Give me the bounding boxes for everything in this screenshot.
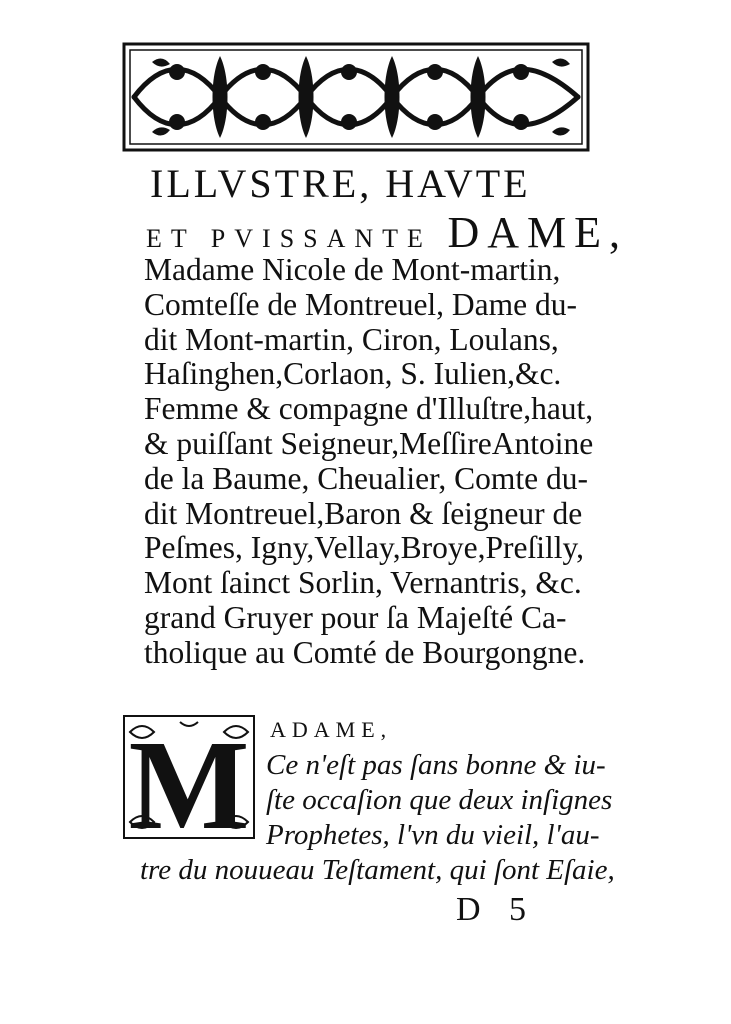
body-line: & puiſſant Seigneur,MeſſireAntoine: [144, 425, 594, 461]
decorated-initial-m-icon: [120, 712, 258, 842]
body-line: grand Gruyer pour ſa Majeſté Ca-: [144, 599, 567, 635]
letter-line: Prophetes, l'vn du vieil, l'au-: [266, 819, 600, 851]
body-line: Peſmes, Igny,Vellay,Broye,Preſilly,: [144, 530, 585, 566]
letter-salutation: ADAME,: [270, 717, 393, 742]
letter-line: ſte occaſion que deux inſignes: [266, 784, 613, 816]
body-line: Madame Nicole de Mont-martin,: [144, 252, 561, 287]
body-line: Femme & compagne d'Illuſtre,haut,: [144, 391, 594, 427]
body-line: dit Mont-martin, Ciron, Loulans,: [144, 321, 559, 357]
letter-line-full: tre du nouueau Teſtament, qui ſont Eſaie,: [140, 854, 615, 886]
dropcap-letter: M: [128, 714, 250, 842]
signature-mark: D 5: [456, 891, 537, 928]
dedication-body: [144, 253, 634, 671]
letter-text: [266, 748, 636, 853]
title-line-2-big: DAME,: [447, 208, 628, 257]
body-line: Haſinghen,Corlaon, S. Iulien,&c.: [144, 356, 562, 392]
ornamental-headpiece-icon: [122, 42, 590, 152]
body-line: tholique au Comté de Bourgongne.: [144, 634, 586, 670]
body-line: Comteſſe de Montreuel, Dame du-: [144, 286, 578, 322]
body-line: dit Montreuel,Baron & ſeigneur de: [144, 495, 583, 531]
title-line-2-prefix: ET PVISSANTE: [146, 224, 432, 253]
title-line-1: ILLVSTRE, HAVTE: [150, 161, 531, 206]
body-line: de la Baume, Cheualier, Comte du-: [144, 460, 588, 496]
letter-line: Ce n'eſt pas ſans bonne & iu-: [266, 749, 606, 781]
body-line: Mont ſainct Sorlin, Vernantris, &c.: [144, 565, 582, 601]
